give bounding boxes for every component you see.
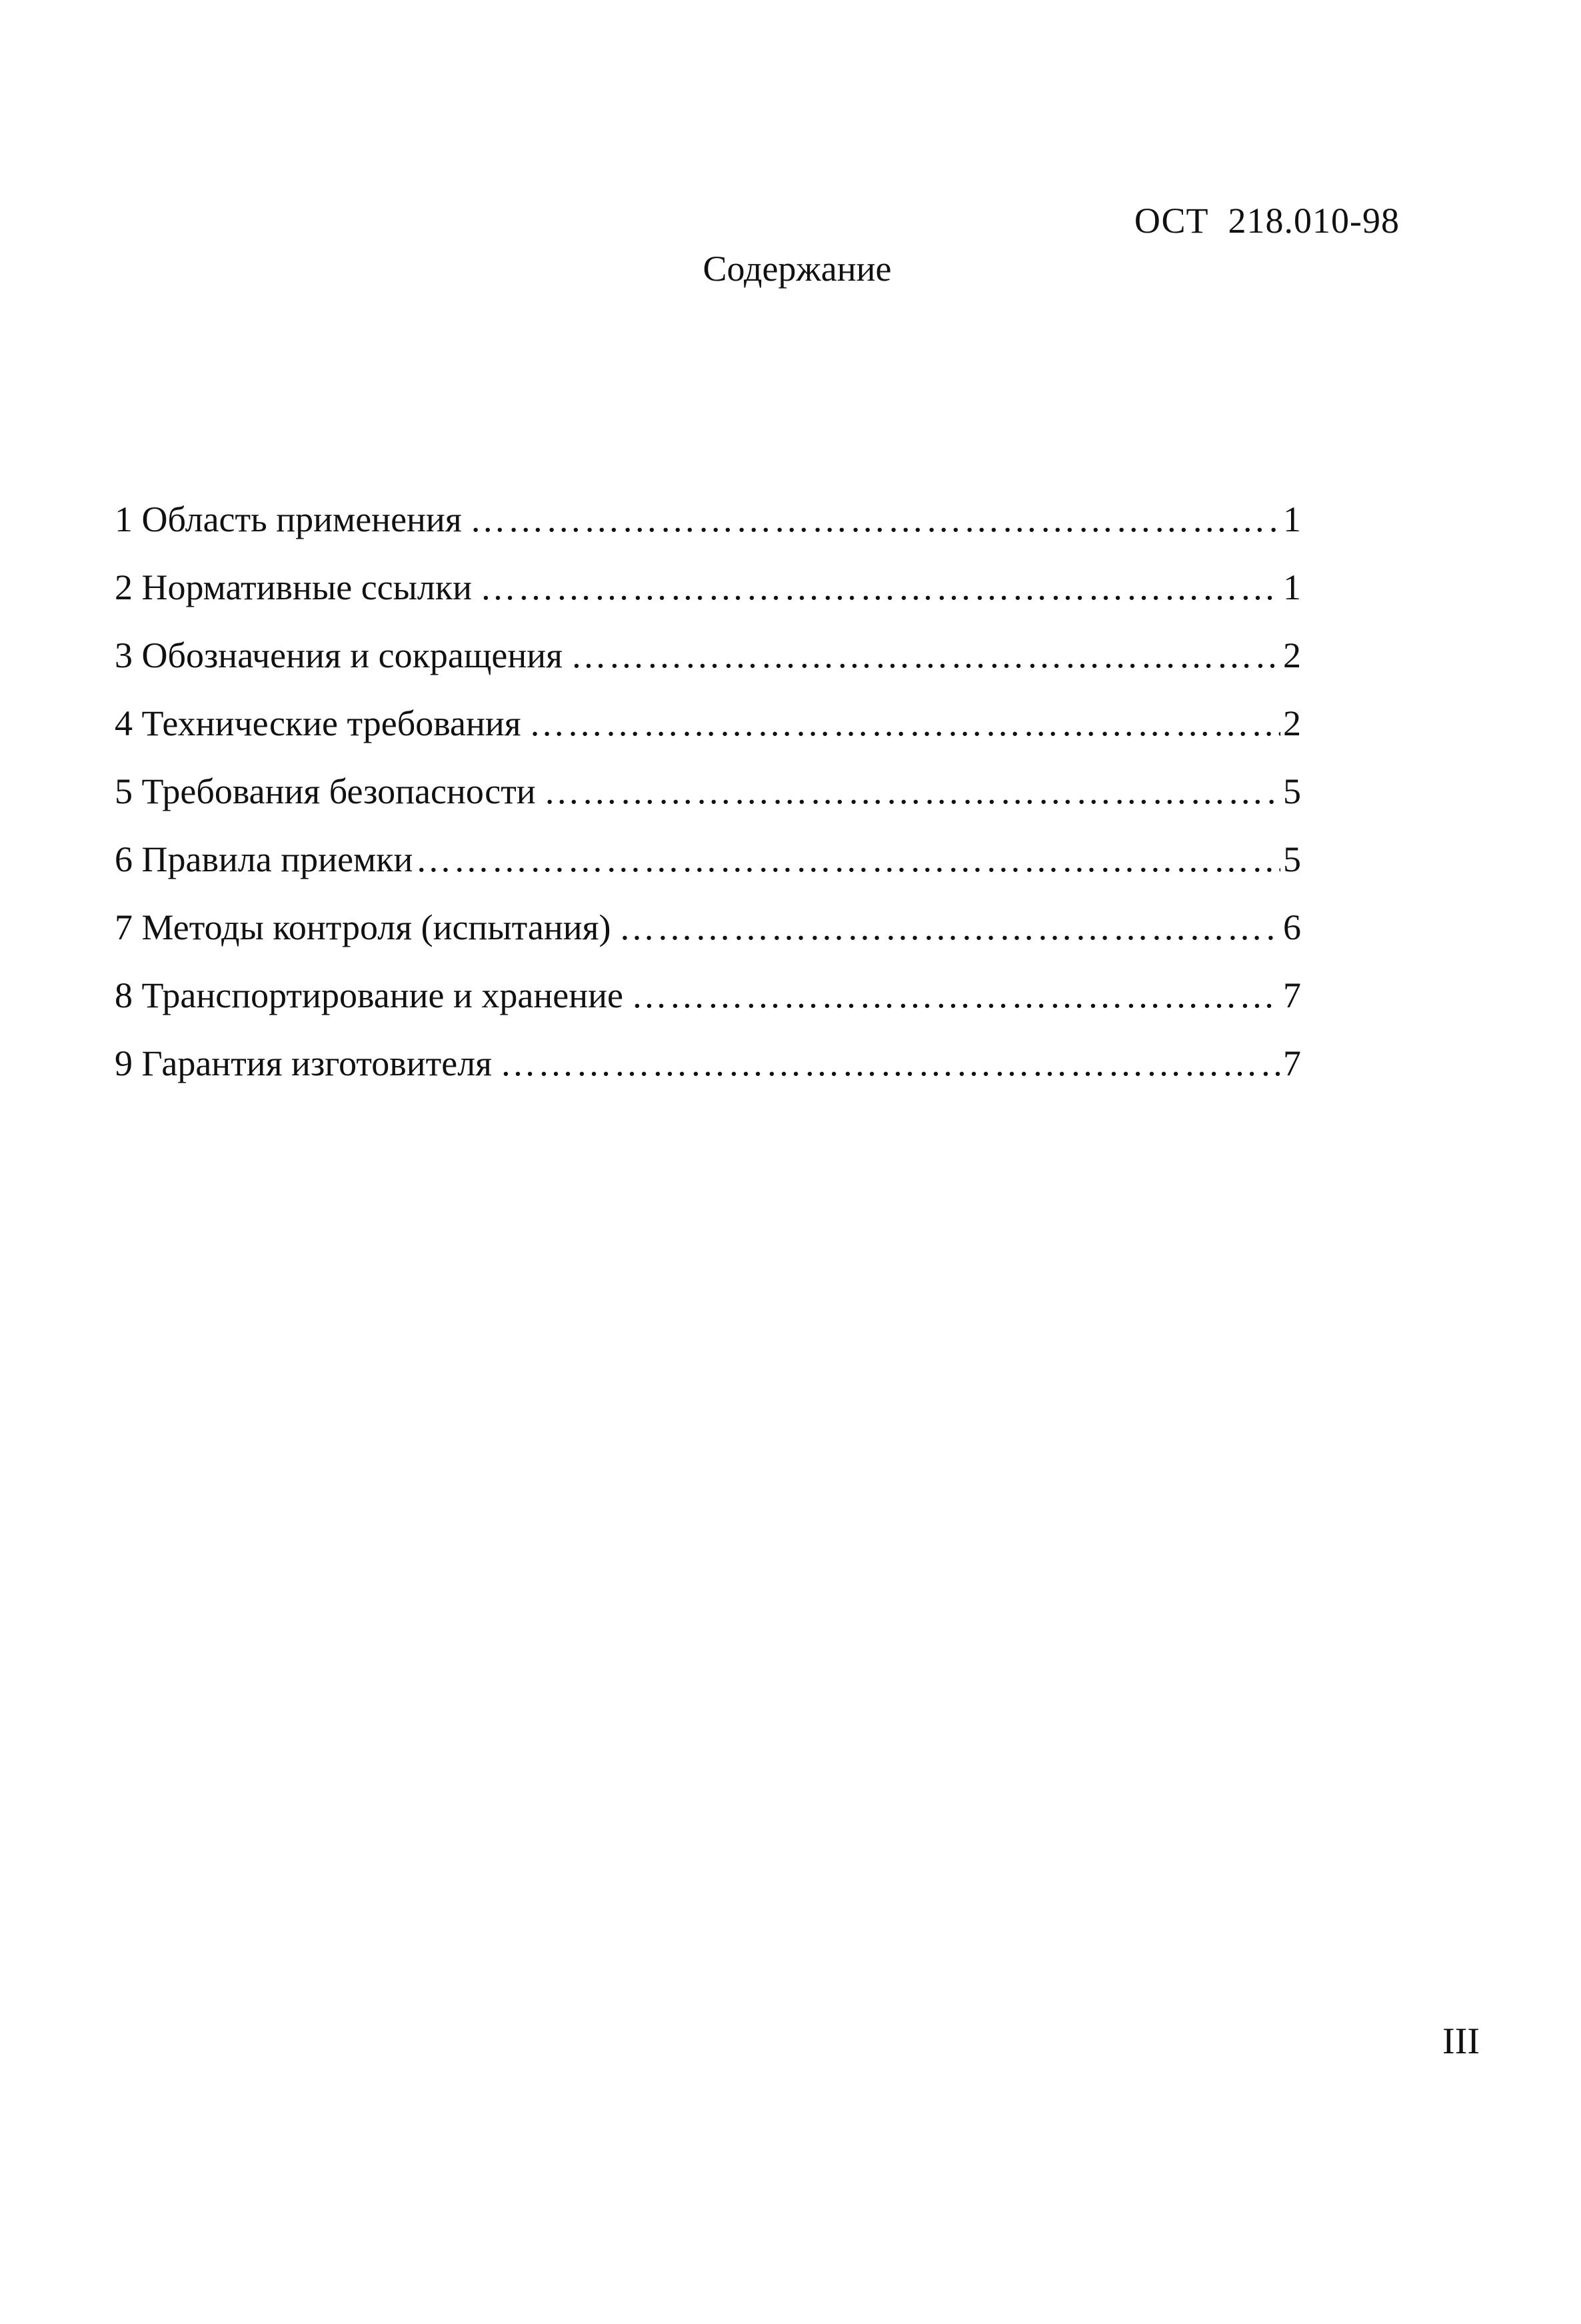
toc-dot-leader <box>529 689 1280 757</box>
toc-dot-leader <box>544 757 1280 825</box>
toc-dot-leader <box>571 621 1280 689</box>
toc-item-label: 5 Требования безопасности <box>115 771 536 811</box>
toc-item[interactable] <box>115 757 1301 825</box>
toc-item-page: 1 <box>1283 567 1301 607</box>
toc-item-label: 1 Область применения <box>115 499 462 539</box>
toc-dot-leader <box>631 961 1280 1029</box>
toc-dot-leader <box>415 825 1280 893</box>
toc-item-page: 2 <box>1283 703 1301 743</box>
toc-item-label: 7 Методы контроля (испытания) <box>115 907 611 947</box>
toc-item[interactable] <box>115 1029 1301 1097</box>
toc-dot-leader <box>619 893 1280 961</box>
page-number: III <box>1442 2021 1480 2062</box>
toc-item-page: 7 <box>1283 1043 1301 1083</box>
toc-item[interactable] <box>115 689 1301 757</box>
toc-item[interactable] <box>115 485 1301 553</box>
toc-item-label: 9 Гарантия изготовителя <box>115 1043 492 1083</box>
toc-item-label: 8 Транспортирование и хранение <box>115 975 623 1015</box>
toc-item-page: 6 <box>1283 907 1301 947</box>
toc-item-page: 2 <box>1283 635 1301 675</box>
document-code: ОСТ 218.010-98 <box>1134 201 1400 241</box>
table-of-contents <box>115 485 1301 1097</box>
toc-item[interactable] <box>115 553 1301 621</box>
toc-dot-leader <box>500 1029 1280 1097</box>
toc-item[interactable] <box>115 825 1301 893</box>
toc-dot-leader <box>480 553 1280 621</box>
toc-item-page: 5 <box>1283 839 1301 879</box>
toc-title: Содержание <box>703 249 892 289</box>
toc-item-label: 2 Нормативные ссылки <box>115 567 472 607</box>
toc-item-label: 4 Технические требования <box>115 703 521 743</box>
toc-item-page: 1 <box>1283 499 1301 539</box>
toc-dot-leader <box>470 485 1280 553</box>
toc-item[interactable] <box>115 621 1301 689</box>
toc-item-page: 5 <box>1283 771 1301 811</box>
toc-item-page: 7 <box>1283 975 1301 1015</box>
toc-item[interactable] <box>115 961 1301 1029</box>
toc-item[interactable] <box>115 893 1301 961</box>
toc-item-label: 6 Правила приемки <box>115 839 413 879</box>
toc-item-label: 3 Обозначения и сокращения <box>115 635 563 675</box>
